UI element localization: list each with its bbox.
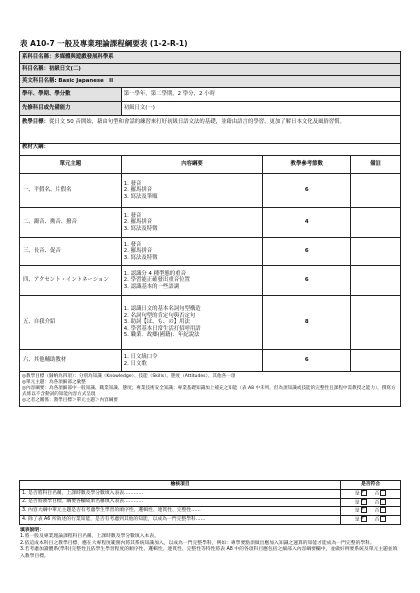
content-item: 2. 羅馬拼音 bbox=[123, 187, 153, 194]
outline-label: 教材大綱： bbox=[20, 144, 401, 156]
content-item: 1. 認識分 4 種型態的重音 bbox=[123, 270, 186, 277]
unit-content bbox=[121, 174, 263, 208]
content-item: 3. 寫法及筆順 bbox=[123, 193, 158, 200]
yes-label: 是 bbox=[354, 508, 360, 514]
checklist-header-status: 是否符合 bbox=[341, 481, 401, 490]
unit-title: 二、濁音、拗音、撥音 bbox=[20, 208, 122, 238]
teaching-objective bbox=[20, 116, 401, 144]
content-item: 2. 羅馬拼音 bbox=[123, 248, 153, 255]
unit-row bbox=[20, 174, 401, 208]
unit-remark bbox=[351, 238, 401, 266]
footer-item: 1.將一般及專業理論課程科目名稱，上課時數及學分數填入本表。 bbox=[20, 534, 159, 540]
note-line: ◎之者之關係：教學目標＞單元主題＞內容綱要 bbox=[22, 398, 118, 403]
content-item: 5. 職業．故鄉(國籍)．年紀說法 bbox=[123, 332, 200, 339]
unit-hours: 6 bbox=[263, 174, 351, 208]
checklist-status bbox=[341, 498, 401, 507]
semester-label: 學年、學期、學分數 bbox=[20, 88, 122, 102]
content-item: 1. 發音 bbox=[123, 212, 142, 219]
unit-title: 四、アクセント・イントネーション bbox=[20, 266, 122, 296]
header-unit: 單元主題 bbox=[20, 156, 122, 174]
no-label: 否 bbox=[374, 500, 380, 506]
subject-name-zh: 科目名稱：初級日文(二) bbox=[20, 64, 401, 76]
note-line: ◎內容綱要：為各項細部中一般知識、職業知識、態度；專業技術安全知識；專業基礎知識加上補充之知能（表 A8 中未列，但為須知識或技能的完整性且課程中需教授之能力），撰寫方式係以不含動詞的知能內容方式呈現 bbox=[22, 386, 396, 397]
footer-instructions bbox=[20, 528, 400, 560]
no-checkbox[interactable] bbox=[380, 507, 386, 513]
unit-row bbox=[20, 266, 401, 296]
semester-value: 第一學年，第二學期，2 學分，2 小時 bbox=[121, 88, 400, 102]
content-item: 3. 寫法及特徵 bbox=[123, 254, 158, 261]
checklist-status bbox=[341, 490, 401, 499]
content-item: 1. 認識日文的基本名詞句型構造 bbox=[123, 306, 201, 313]
unit-remark bbox=[351, 296, 401, 350]
footer-item: 2.依這成本科目之教學目標，應在大專程度範圍內將其系統知識加入，以成為一門完整學科，例如：專學要點須做出應加入知識之運算的知能才能成為一門完整的學科。 bbox=[20, 540, 375, 546]
subject-name-en: 英文科目名稱: Basic Japanese II bbox=[20, 76, 401, 88]
checklist-row bbox=[20, 516, 401, 525]
unit-row bbox=[20, 350, 401, 372]
unit-rows bbox=[20, 174, 401, 372]
content-item: 3. 認識基本的一些語調 bbox=[123, 283, 180, 290]
unit-title: 五、自我介紹 bbox=[20, 296, 122, 350]
unit-remark bbox=[351, 350, 401, 372]
content-item: 4. 學習基本日常生活打招呼用語 bbox=[123, 325, 201, 332]
content-item: 1. 發音 bbox=[123, 241, 142, 248]
unit-row bbox=[20, 208, 401, 238]
prerequisite-value: 初級日文(一) bbox=[121, 102, 400, 116]
unit-content bbox=[121, 208, 263, 238]
no-label: 否 bbox=[374, 517, 380, 523]
checklist-rows bbox=[20, 490, 401, 525]
content-item: 1. 發音 bbox=[123, 180, 142, 187]
notes-list bbox=[22, 374, 398, 404]
unit-row bbox=[20, 296, 401, 350]
notes-cell bbox=[20, 372, 401, 407]
no-label: 否 bbox=[374, 491, 380, 497]
header-content: 內容綱要 bbox=[121, 156, 263, 174]
unit-content bbox=[121, 238, 263, 266]
checklist-status bbox=[341, 507, 401, 516]
note-line: ◎教學目標（歸納為四項）：分別為知識（Knowledge）、技能（Skills）、態度（Attitudes）、其他各一項 bbox=[22, 374, 236, 379]
content-item: 3. 助詞【は、も、の】用法 bbox=[123, 319, 190, 326]
footer-item: 3.若考慮加讀體系(學科)完整性且依學生學習程度的順序性、邏輯性、連貫性、完整性等特性將表 A8 中的各項科目應包括之細部入內容綱要欄中，並做好例要系統及單元主題並填入教學目標。 bbox=[20, 547, 398, 559]
unit-remark bbox=[351, 266, 401, 296]
prerequisite-label: 先修科目或先備能力 bbox=[20, 102, 122, 116]
objective-text: 從日文 50 音開始，藉由句型和會話的練習來打好初級日語文法的基礎，並藉由語言的學習，更加了解日本文化及風俗習慣。 bbox=[48, 119, 345, 125]
yes-checkbox[interactable] bbox=[361, 507, 367, 513]
checklist-table bbox=[19, 480, 401, 525]
unit-title: 一、平假名、片假名 bbox=[20, 174, 122, 208]
checklist-row bbox=[20, 507, 401, 516]
unit-remark bbox=[351, 174, 401, 208]
checklist-item: 2. 是否將教學目標，綱要各欄成果名稱填入表表………… bbox=[20, 498, 341, 507]
unit-remark bbox=[351, 208, 401, 238]
unit-title: 三、長音、促音 bbox=[20, 238, 122, 266]
header-hours: 教學參考節數 bbox=[263, 156, 351, 174]
page-title: 表 A10-7 一般及專業理論課程綱要表 (1-2-R-1) bbox=[20, 39, 188, 48]
content-item: 2. 日文歌 bbox=[123, 360, 147, 367]
content-item: 1. 日文繞口令 bbox=[123, 353, 158, 360]
checklist-item: 4. 除了表 A6 所敘述的行業知能，是否有考慮到其他的知能，以成為一門完整學科…… bbox=[20, 516, 341, 525]
unit-hours: 4 bbox=[263, 208, 351, 238]
checklist-header-item: 檢核項目 bbox=[20, 481, 341, 490]
unit-hours: 6 bbox=[263, 266, 351, 296]
no-checkbox[interactable] bbox=[380, 516, 386, 522]
unit-content bbox=[121, 266, 263, 296]
course-outline-table bbox=[19, 51, 401, 407]
yes-label: 是 bbox=[354, 517, 360, 523]
unit-content bbox=[121, 296, 263, 350]
yes-label: 是 bbox=[354, 491, 360, 497]
footer-title: 填表說明： bbox=[20, 528, 44, 533]
footer-items bbox=[20, 534, 400, 560]
department-name: 系科目名稱：多媒體與遊戲發展科學系 bbox=[20, 52, 401, 64]
no-label: 否 bbox=[374, 508, 380, 514]
objective-label: 教學目標： bbox=[22, 119, 49, 125]
header-remark: 備註 bbox=[351, 156, 401, 174]
checklist-item: 3. 內容大綱中單元主題是否有考慮學生學習的順序性、邏輯性、連貫性、完整性…… bbox=[20, 507, 341, 516]
checklist-row bbox=[20, 490, 401, 499]
content-item: 2. 名詞句型的肯定句與否定句 bbox=[123, 312, 196, 319]
unit-hours: 8 bbox=[263, 296, 351, 350]
content-item: 2. 學習能正確發出重音位置 bbox=[123, 277, 190, 284]
checklist-item: 1. 是否將科目名稱，上課時數及學分數填入表表………… bbox=[20, 490, 341, 499]
yes-checkbox[interactable] bbox=[361, 490, 367, 496]
content-item: 2. 羅馬拼音 bbox=[123, 219, 153, 226]
unit-content bbox=[121, 350, 263, 372]
content-item: 3. 寫法及特徵 bbox=[123, 225, 158, 232]
note-line: ◎單元主題：為各項細部之彙整 bbox=[22, 380, 86, 385]
checklist-row bbox=[20, 498, 401, 507]
unit-title: 六、其他輔助教材 bbox=[20, 350, 122, 372]
unit-hours: 6 bbox=[263, 350, 351, 372]
yes-label: 是 bbox=[354, 500, 360, 506]
yes-checkbox[interactable] bbox=[361, 516, 367, 522]
no-checkbox[interactable] bbox=[380, 499, 386, 505]
no-checkbox[interactable] bbox=[380, 490, 386, 496]
yes-checkbox[interactable] bbox=[361, 499, 367, 505]
unit-hours: 6 bbox=[263, 238, 351, 266]
unit-row bbox=[20, 238, 401, 266]
checklist-status bbox=[341, 516, 401, 525]
